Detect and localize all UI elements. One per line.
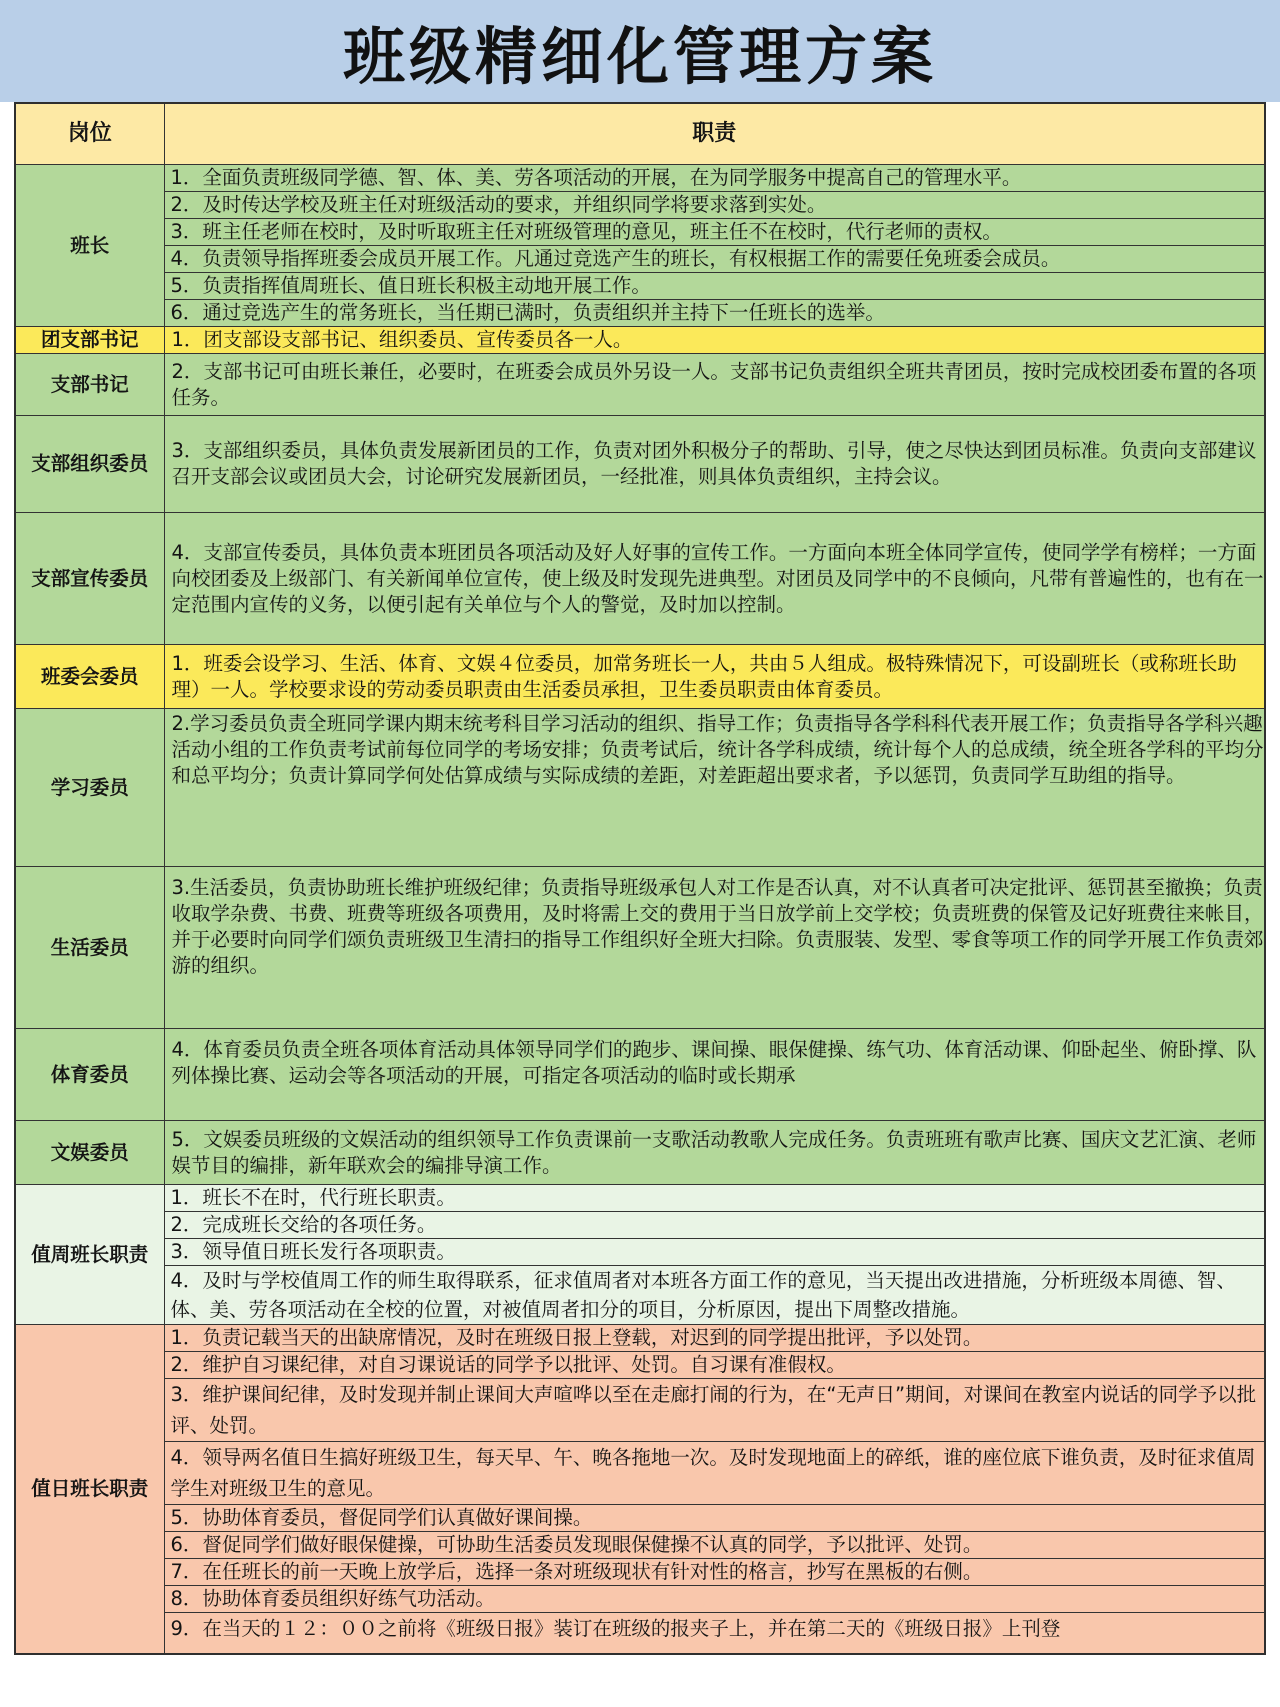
duty-item: 1．班长不在时，代行班长职责。 — [165, 1185, 1265, 1212]
duty-item: 5．文娱委员班级的文娱活动的组织领导工作负责课前一支歌活动教歌人完成任务。负责班班有歌声比赛、国庆文艺汇演、老师娱节目的编排，新年联欢会的编排导演工作。 — [164, 1121, 1265, 1185]
duty-item: 7．在任班长的前一天晚上放学后，选择一条对班级现状有针对性的格言，抄写在黑板的右侧。 — [165, 1559, 1265, 1586]
duty-item: 3．领导值日班长发行各项职责。 — [165, 1239, 1265, 1266]
duty-item: 4．体育委员负责全班各项体育活动具体领导同学们的跑步、课间操、眼保健操、练气功、体育活动课、仰卧起坐、俯卧撑、队列体操比赛、运动会等各项活动的开展，可指定各项活动的临时或长期承 — [164, 1029, 1265, 1121]
table-row — [15, 327, 1265, 354]
header-position: 岗位 — [15, 103, 164, 165]
duty-item: 3．维护课间纪律，及时发现并制止课间大声喧哗以至在走廊打闹的行为，在“无声日”期间，对课间在教室内说话的同学予以批评、处罚。 — [165, 1379, 1265, 1442]
header-row — [15, 103, 1265, 165]
role-cell: 班委会委员 — [15, 645, 164, 709]
duty-item: 2．及时传达学校及班主任对班级活动的要求，并组织同学将要求落到实处。 — [165, 192, 1265, 219]
role-cell: 文娱委员 — [15, 1121, 164, 1185]
duty-item: 2．支部书记可由班长兼任，必要时，在班委会成员外另设一人。支部书记负责组织全班共青团员，按时完成校团委布置的各项任务。 — [164, 354, 1265, 416]
duty-item: 1．负责记载当天的出缺席情况，及时在班级日报上登载，对迟到的同学提出批评，予以处罚。 — [165, 1325, 1265, 1352]
table-row — [15, 416, 1265, 513]
table-row — [15, 867, 1265, 1029]
duty-item: 1．全面负责班级同学德、智、体、美、劳各项活动的开展，在为同学服务中提高自己的管理水平。 — [165, 165, 1265, 192]
duty-item: 2.学习委员负责全班同学课内期末统考科目学习活动的组织、指导工作；负责指导各学科科代表开展工作；负责指导各学科兴趣活动小组的工作负责考试前每位同学的考场安排；负责考试后，统计各学科成绩，统计每个人的总成绩，统全班各学科的平均分和总平均分；负责计算同学何处估算成绩与实际成绩的差距，对差距超出要求者，予以惩罚，负责同学互助组的指导。 — [164, 709, 1265, 867]
duty-item: 8．协助体育委员组织好练气功活动。 — [165, 1586, 1265, 1613]
role-cell: 团支部书记 — [15, 327, 164, 354]
page-title: 班级精细化管理方案 — [342, 19, 937, 93]
table-row — [15, 513, 1265, 645]
duty-item: 3．支部组织委员，具体负责发展新团员的工作，负责对团外积极分子的帮助、引导，使之尽快达到团员标准。负责向支部建议召开支部会议或团员大会，讨论研究发展新团员，一经批准，则具体负责组织，主持会议。 — [164, 416, 1265, 513]
duty-item: 1．班委会设学习、生活、体育、文娱４位委员，加常务班长一人，共由５人组成。极特殊情况下，可设副班长（或称班长助理）一人。学校要求设的劳动委员职责由生活委员承担，卫生委员职责由体育委员。 — [164, 645, 1265, 709]
duty-table — [14, 102, 1266, 1655]
role-cell: 值日班长职责 — [15, 1325, 164, 1655]
table-row — [15, 709, 1265, 867]
table-row — [15, 645, 1265, 709]
table-row — [15, 1121, 1265, 1185]
table-row — [15, 354, 1265, 416]
duty-item: 5．协助体育委员，督促同学们认真做好课间操。 — [165, 1505, 1265, 1532]
table-row — [15, 165, 1265, 327]
role-cell: 生活委员 — [15, 867, 164, 1029]
table-row — [15, 1325, 1265, 1655]
role-cell: 支部组织委员 — [15, 416, 164, 513]
duty-item: 4．负责领导指挥班委会成员开展工作。凡通过竞选产生的班长，有权根据工作的需要任免班委会成员。 — [165, 246, 1265, 273]
role-cell: 支部宣传委员 — [15, 513, 164, 645]
table-row — [15, 1185, 1265, 1325]
duty-cell — [164, 1185, 1265, 1325]
role-cell: 支部书记 — [15, 354, 164, 416]
role-cell: 班长 — [15, 165, 164, 327]
duty-item: 3．班主任老师在校时，及时听取班主任对班级管理的意见，班主任不在校时，代行老师的责权。 — [165, 219, 1265, 246]
role-cell: 值周班长职责 — [15, 1185, 164, 1325]
role-cell: 学习委员 — [15, 709, 164, 867]
title-bar — [0, 0, 1280, 102]
role-cell: 体育委员 — [15, 1029, 164, 1121]
duty-item: 2．维护自习课纪律，对自习课说话的同学予以批评、处罚。自习课有准假权。 — [165, 1352, 1265, 1379]
duty-item: 5．负责指挥值周班长、值日班长积极主动地开展工作。 — [165, 273, 1265, 300]
duty-item: 2．完成班长交给的各项任务。 — [165, 1212, 1265, 1239]
duty-cell — [164, 1325, 1265, 1655]
duty-item: 4．及时与学校值周工作的师生取得联系，征求值周者对本班各方面工作的意见，当天提出改进措施，分析班级本周德、智、体、美、劳各项活动在全校的位置，对被值周者扣分的项目，分析原因，提出下周整改措施。 — [170, 1269, 1236, 1321]
duty-item: 1．团支部设支部书记、组织委员、宣传委员各一人。 — [164, 327, 1265, 354]
duty-item: 4．支部宣传委员，具体负责本班团员各项活动及好人好事的宣传工作。一方面向本班全体同学宣传，使同学学有榜样；一方面向校团委及上级部门、有关新闻单位宣传，使上级及时发现先进典型。对团员及同学中的不良倾向，凡带有普遍性的，也有在一定范围内宣传的义务，以便引起有关单位与个人的警觉，及时加以控制。 — [164, 513, 1265, 645]
header-duty: 职责 — [164, 103, 1265, 165]
table-row — [15, 1029, 1265, 1121]
duty-item: 9．在当天的１２：００之前将《班级日报》装订在班级的报夹子上，并在第二天的《班级日报》上刊登 — [170, 1617, 1061, 1640]
duty-cell — [164, 165, 1265, 327]
duty-item: 6．督促同学们做好眼保健操，可协助生活委员发现眼保健操不认真的同学，予以批评、处罚。 — [165, 1532, 1265, 1559]
duty-item: 6．通过竞选产生的常务班长，当任期已满时，负责组织并主持下一任班长的选举。 — [170, 301, 885, 324]
duty-item: 3.生活委员，负责协助班长维护班级纪律；负责指导班级承包人对工作是否认真，对不认真者可决定批评、惩罚甚至撤换；负责收取学杂费、书费、班费等班级各项费用，及时将需上交的费用于当日放学前上交学校；负责班费的保管及记好班费往来帐目，并于必要时向同学们颂负责班级卫生清扫的指导工作组织好全班大扫除。负责服装、发型、零食等项工作的同学开展工作负责郊游的组织。 — [164, 867, 1265, 1029]
duty-item: 4．领导两名值日生搞好班级卫生，每天早、午、晚各拖地一次。及时发现地面上的碎纸，谁的座位底下谁负责，及时征求值周学生对班级卫生的意见。 — [165, 1442, 1265, 1505]
